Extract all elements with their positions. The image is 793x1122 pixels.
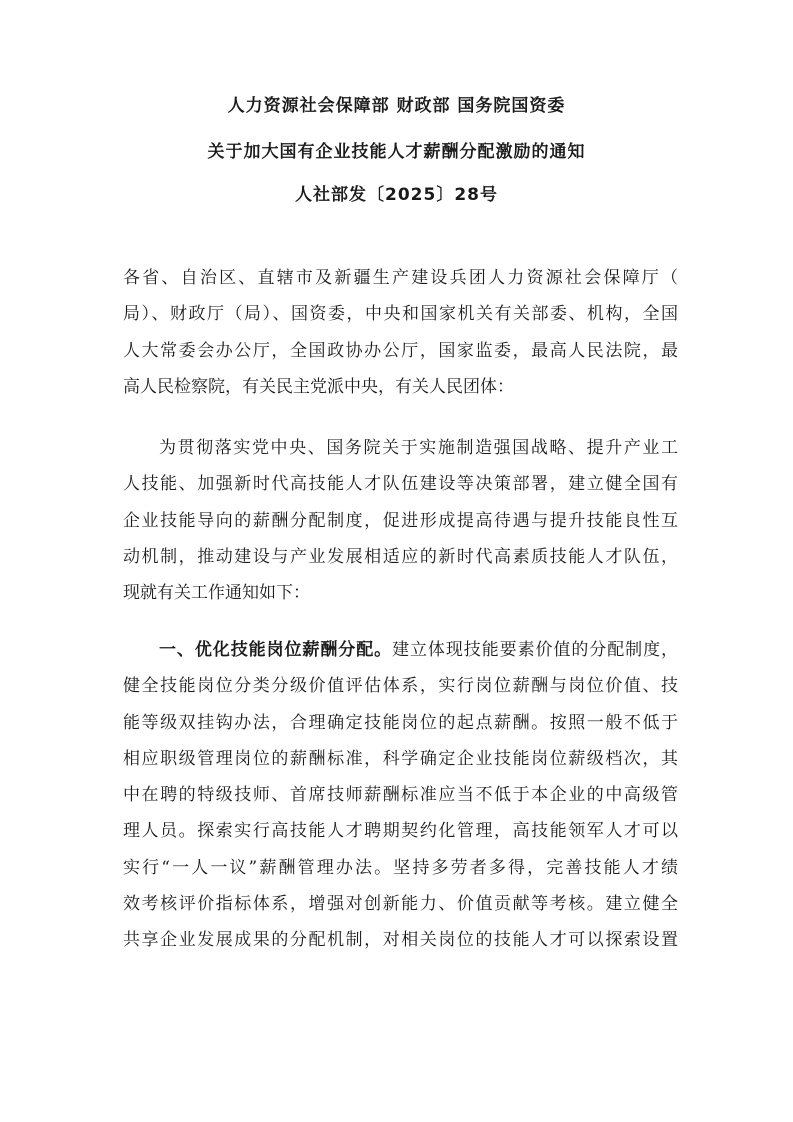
- section-1-line: 中在聘的特级技师、首席技师薪酬标准应当不低于本企业的中高级管: [123, 785, 678, 806]
- intro-paragraph: [123, 430, 678, 611]
- intro-line: 为贯彻落实党中央、国务院关于实施制造强国战略、提升产业工: [159, 438, 678, 458]
- section-1-line: 健全技能岗位分类分级价值评估体系，实行岗位薪酬与岗位价值、技: [123, 676, 678, 697]
- intro-line: 企业技能导向的薪酬分配制度，促进形成提高待遇与提升技能良性互: [123, 510, 678, 531]
- section-1-paragraph: [123, 632, 678, 959]
- issuer-line: 人力资源社会保障部 财政部 国务院国资委: [227, 96, 566, 116]
- document-number: 人社部发〔2025〕28号: [295, 185, 498, 205]
- section-1-line: 效考核评价指标体系，增强对创新能力、价值贡献等考核。建立健全: [123, 894, 678, 915]
- document-title: 关于加大国有企业技能人才薪酬分配激励的通知: [207, 142, 586, 162]
- addressee-line: 人大常委会办公厅，全国政协办公厅，国家监委，最高人民法院，最: [123, 340, 678, 361]
- intro-line: 现就有关工作通知如下：: [123, 583, 310, 604]
- intro-line: 人技能、加强新时代高技能人才队伍建设等决策部署，建立健全国有: [123, 474, 678, 495]
- section-1-first-line: [123, 632, 678, 668]
- section-1-first-line-text: 建立体现技能要素价值的分配制度，: [392, 640, 679, 660]
- section-1-line: 共享企业发展成果的分配机制，对相关岗位的技能人才可以探索设置: [123, 930, 678, 951]
- section-1-line: 能等级双挂钩办法，合理确定技能岗位的起点薪酬。按照一般不低于: [123, 712, 678, 733]
- section-1-line: 实行“一人一议”薪酬管理办法。坚持多劳者多得，完善技能人才绩: [123, 857, 678, 878]
- intro-line: 动机制，推动建设与产业发展相适应的新时代高素质技能人才队伍，: [123, 546, 678, 567]
- addressee-line: 各省、自治区、直辖市及新疆生产建设兵团人力资源社会保障厅（: [123, 268, 678, 288]
- section-1-heading: 一、优化技能岗位薪酬分配。: [159, 640, 393, 660]
- addressee-line: 高人民检察院，有关民主党派中央，有关人民团体：: [123, 376, 514, 397]
- addressee-block: [123, 260, 678, 405]
- section-1-line: 理人员。探索实行高技能人才聘期契约化管理，高技能领军人才可以: [123, 821, 678, 842]
- addressee-line: 局）、财政厅（局）、国资委，中央和国家机关有关部委、机构，全国: [123, 304, 678, 325]
- section-1-line: 相应职级管理岗位的薪酬标准，科学确定企业技能岗位薪级档次，其: [123, 748, 678, 769]
